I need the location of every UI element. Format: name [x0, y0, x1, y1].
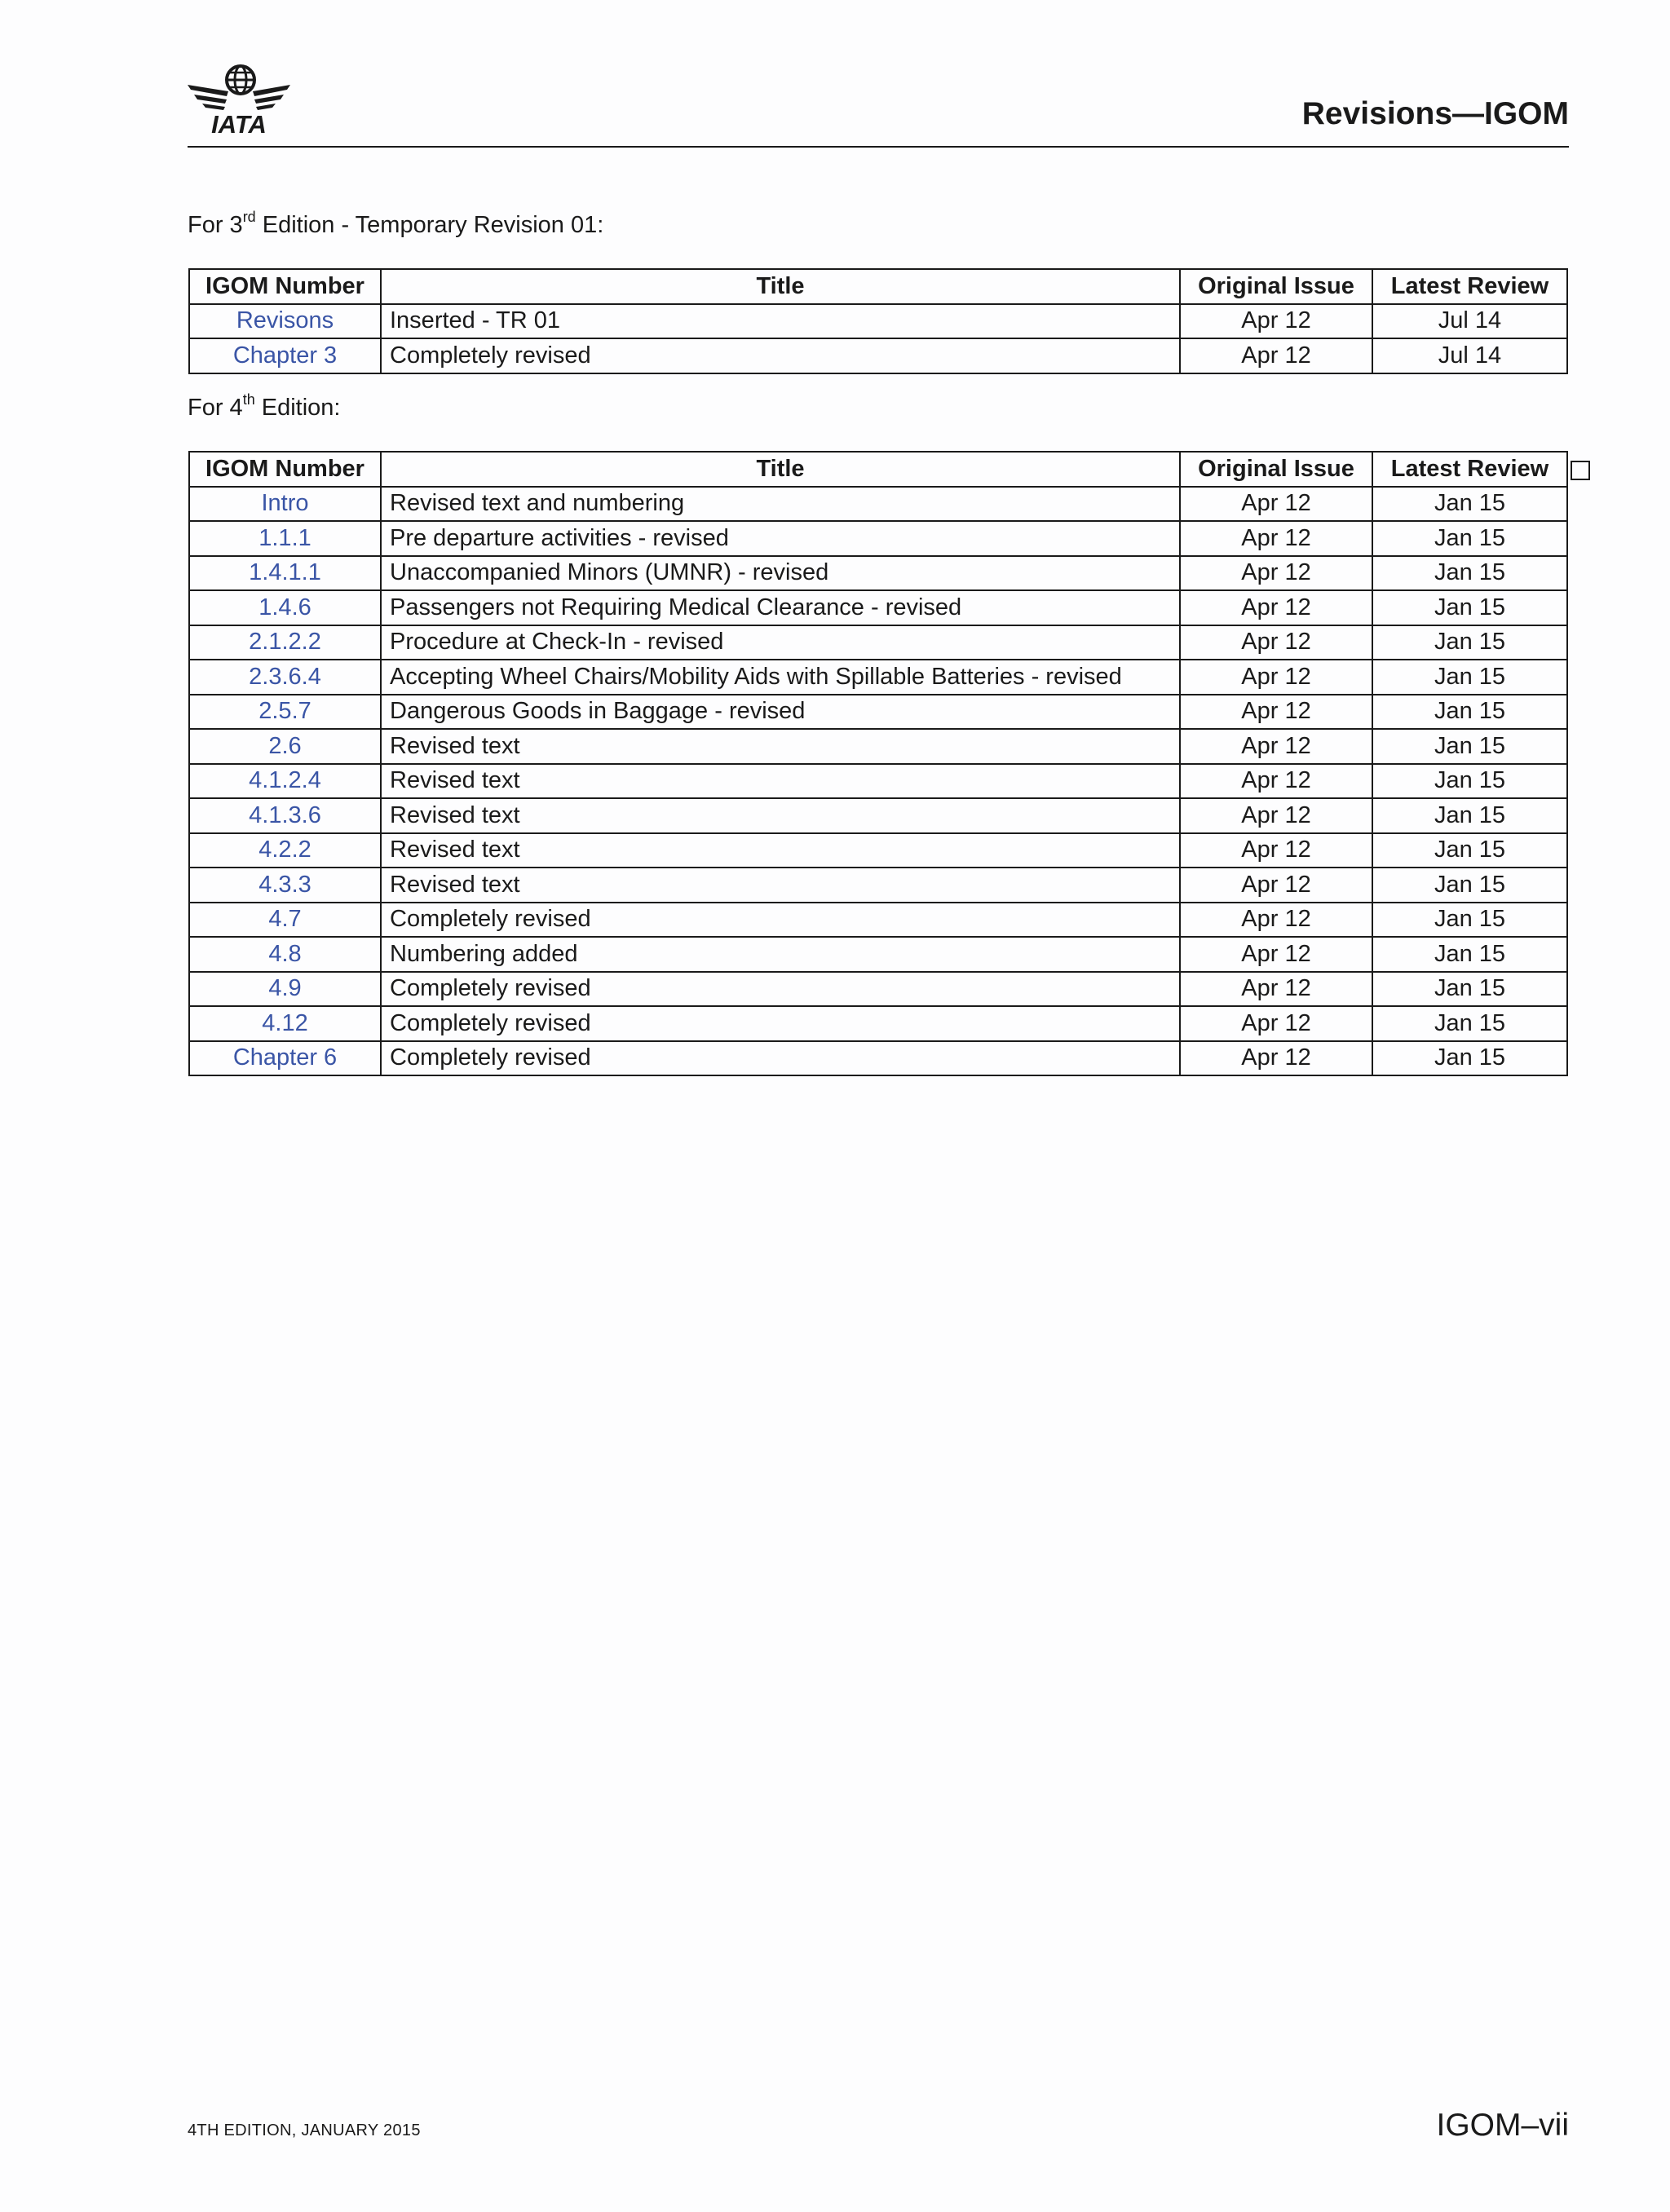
igom-number-link[interactable]: 1.1.1 — [189, 521, 381, 556]
table-row — [189, 868, 1567, 903]
igom-number-link[interactable]: Revisons — [189, 304, 381, 339]
table-row — [189, 304, 1567, 339]
page-number: IGOM–vii — [1436, 2108, 1569, 2143]
row-title: Accepting Wheel Chairs/Mobility Aids with Spillable Batteries - revised — [381, 660, 1180, 695]
logo-wordmark: IATA — [211, 110, 267, 135]
original-issue: Apr 12 — [1180, 833, 1372, 868]
igom-number-link[interactable]: 2.6 — [189, 729, 381, 764]
column-header-igom-number: IGOM Number — [189, 452, 381, 487]
igom-number-link[interactable]: 4.3.3 — [189, 868, 381, 903]
table-row — [189, 590, 1567, 625]
igom-number-link[interactable]: 1.4.6 — [189, 590, 381, 625]
table-row — [189, 660, 1567, 695]
original-issue: Apr 12 — [1180, 903, 1372, 938]
column-header-original-issue: Original Issue — [1180, 269, 1372, 304]
row-title: Pre departure activities - revised — [381, 521, 1180, 556]
original-issue: Apr 12 — [1180, 1041, 1372, 1076]
column-header-latest-review: Latest Review — [1372, 452, 1567, 487]
igom-number-link[interactable]: 4.1.3.6 — [189, 798, 381, 833]
row-title: Completely revised — [381, 1006, 1180, 1041]
latest-review: Jan 15 — [1372, 625, 1567, 660]
latest-review: Jan 15 — [1372, 903, 1567, 938]
latest-review: Jan 15 — [1372, 798, 1567, 833]
original-issue: Apr 12 — [1180, 338, 1372, 373]
row-title: Completely revised — [381, 972, 1180, 1007]
latest-review: Jan 15 — [1372, 695, 1567, 730]
table-row — [189, 695, 1567, 730]
igom-number-link[interactable]: 4.7 — [189, 903, 381, 938]
section-label-pre: For 3 — [188, 212, 243, 238]
latest-review: Jan 15 — [1372, 729, 1567, 764]
row-title: Revised text and numbering — [381, 487, 1180, 522]
section-4th-edition-heading — [188, 391, 341, 422]
table-row — [189, 972, 1567, 1007]
section-label-post: Edition: — [254, 395, 341, 421]
row-title: Numbering added — [381, 937, 1180, 972]
original-issue: Apr 12 — [1180, 660, 1372, 695]
igom-number-link[interactable]: 2.1.2.2 — [189, 625, 381, 660]
original-issue: Apr 12 — [1180, 556, 1372, 591]
column-header-latest-review: Latest Review — [1372, 269, 1567, 304]
row-title: Dangerous Goods in Baggage - revised — [381, 695, 1180, 730]
table-row — [189, 556, 1567, 591]
original-issue: Apr 12 — [1180, 521, 1372, 556]
iata-logo-icon — [186, 62, 292, 135]
table-row — [189, 729, 1567, 764]
original-issue: Apr 12 — [1180, 868, 1372, 903]
section-label-sup: rd — [242, 209, 256, 225]
igom-number-link[interactable]: 4.1.2.4 — [189, 764, 381, 799]
row-title: Procedure at Check-In - revised — [381, 625, 1180, 660]
column-header-title: Title — [381, 452, 1180, 487]
original-issue: Apr 12 — [1180, 304, 1372, 339]
row-title: Revised text — [381, 833, 1180, 868]
original-issue: Apr 12 — [1180, 1006, 1372, 1041]
row-title: Completely revised — [381, 1041, 1180, 1076]
latest-review: Jan 15 — [1372, 1006, 1567, 1041]
latest-review: Jul 14 — [1372, 304, 1567, 339]
igom-number-link[interactable]: Chapter 3 — [189, 338, 381, 373]
igom-number-link[interactable]: 4.9 — [189, 972, 381, 1007]
igom-number-link[interactable]: 4.12 — [189, 1006, 381, 1041]
igom-number-link[interactable]: 2.3.6.4 — [189, 660, 381, 695]
row-title: Inserted - TR 01 — [381, 304, 1180, 339]
table-row — [189, 798, 1567, 833]
table-row — [189, 1041, 1567, 1076]
column-header-igom-number: IGOM Number — [189, 269, 381, 304]
latest-review: Jan 15 — [1372, 972, 1567, 1007]
table-row — [189, 903, 1567, 938]
latest-review: Jan 15 — [1372, 833, 1567, 868]
row-title: Revised text — [381, 798, 1180, 833]
header-divider — [188, 146, 1569, 148]
table-row — [189, 625, 1567, 660]
original-issue: Apr 12 — [1180, 590, 1372, 625]
table-row — [189, 764, 1567, 799]
igom-number-link[interactable]: Intro — [189, 487, 381, 522]
original-issue: Apr 12 — [1180, 764, 1372, 799]
footer-edition: 4TH EDITION, JANUARY 2015 — [188, 2121, 421, 2139]
latest-review: Jan 15 — [1372, 764, 1567, 799]
original-issue: Apr 12 — [1180, 798, 1372, 833]
igom-number-link[interactable]: 4.2.2 — [189, 833, 381, 868]
table-row — [189, 487, 1567, 522]
table-header-row — [189, 452, 1567, 487]
revisions-table-3rd-edition — [188, 268, 1568, 374]
igom-number-link[interactable]: 1.4.1.1 — [189, 556, 381, 591]
row-title: Revised text — [381, 764, 1180, 799]
table-row — [189, 937, 1567, 972]
row-title: Unaccompanied Minors (UMNR) - revised — [381, 556, 1180, 591]
table-header-row — [189, 269, 1567, 304]
section-3rd-edition-heading — [188, 209, 604, 239]
latest-review: Jan 15 — [1372, 521, 1567, 556]
row-title: Revised text — [381, 729, 1180, 764]
section-label-pre: For 4 — [188, 395, 243, 421]
row-title: Passengers not Requiring Medical Clearance - revised — [381, 590, 1180, 625]
igom-number-link[interactable]: 2.5.7 — [189, 695, 381, 730]
original-issue: Apr 12 — [1180, 695, 1372, 730]
table-row — [189, 833, 1567, 868]
original-issue: Apr 12 — [1180, 937, 1372, 972]
latest-review: Jan 15 — [1372, 937, 1567, 972]
latest-review: Jul 14 — [1372, 338, 1567, 373]
change-indicator-box — [1571, 461, 1590, 480]
latest-review: Jan 15 — [1372, 868, 1567, 903]
original-issue: Apr 12 — [1180, 972, 1372, 1007]
table-row — [189, 521, 1567, 556]
igom-number-link[interactable]: 4.8 — [189, 937, 381, 972]
table-row — [189, 338, 1567, 373]
latest-review: Jan 15 — [1372, 1041, 1567, 1076]
iata-logo — [186, 62, 292, 135]
igom-number-link[interactable]: Chapter 6 — [189, 1041, 381, 1076]
table-row — [189, 1006, 1567, 1041]
latest-review: Jan 15 — [1372, 487, 1567, 522]
section-label-sup: th — [242, 391, 255, 408]
original-issue: Apr 12 — [1180, 487, 1372, 522]
revisions-table-4th-edition — [188, 451, 1568, 1076]
original-issue: Apr 12 — [1180, 625, 1372, 660]
column-header-title: Title — [381, 269, 1180, 304]
row-title: Completely revised — [381, 903, 1180, 938]
page-title: Revisions—IGOM — [1301, 96, 1569, 131]
row-title: Completely revised — [381, 338, 1180, 373]
latest-review: Jan 15 — [1372, 556, 1567, 591]
original-issue: Apr 12 — [1180, 729, 1372, 764]
latest-review: Jan 15 — [1372, 590, 1567, 625]
row-title: Revised text — [381, 868, 1180, 903]
column-header-original-issue: Original Issue — [1180, 452, 1372, 487]
latest-review: Jan 15 — [1372, 660, 1567, 695]
section-label-post: Edition - Temporary Revision 01: — [255, 212, 604, 238]
